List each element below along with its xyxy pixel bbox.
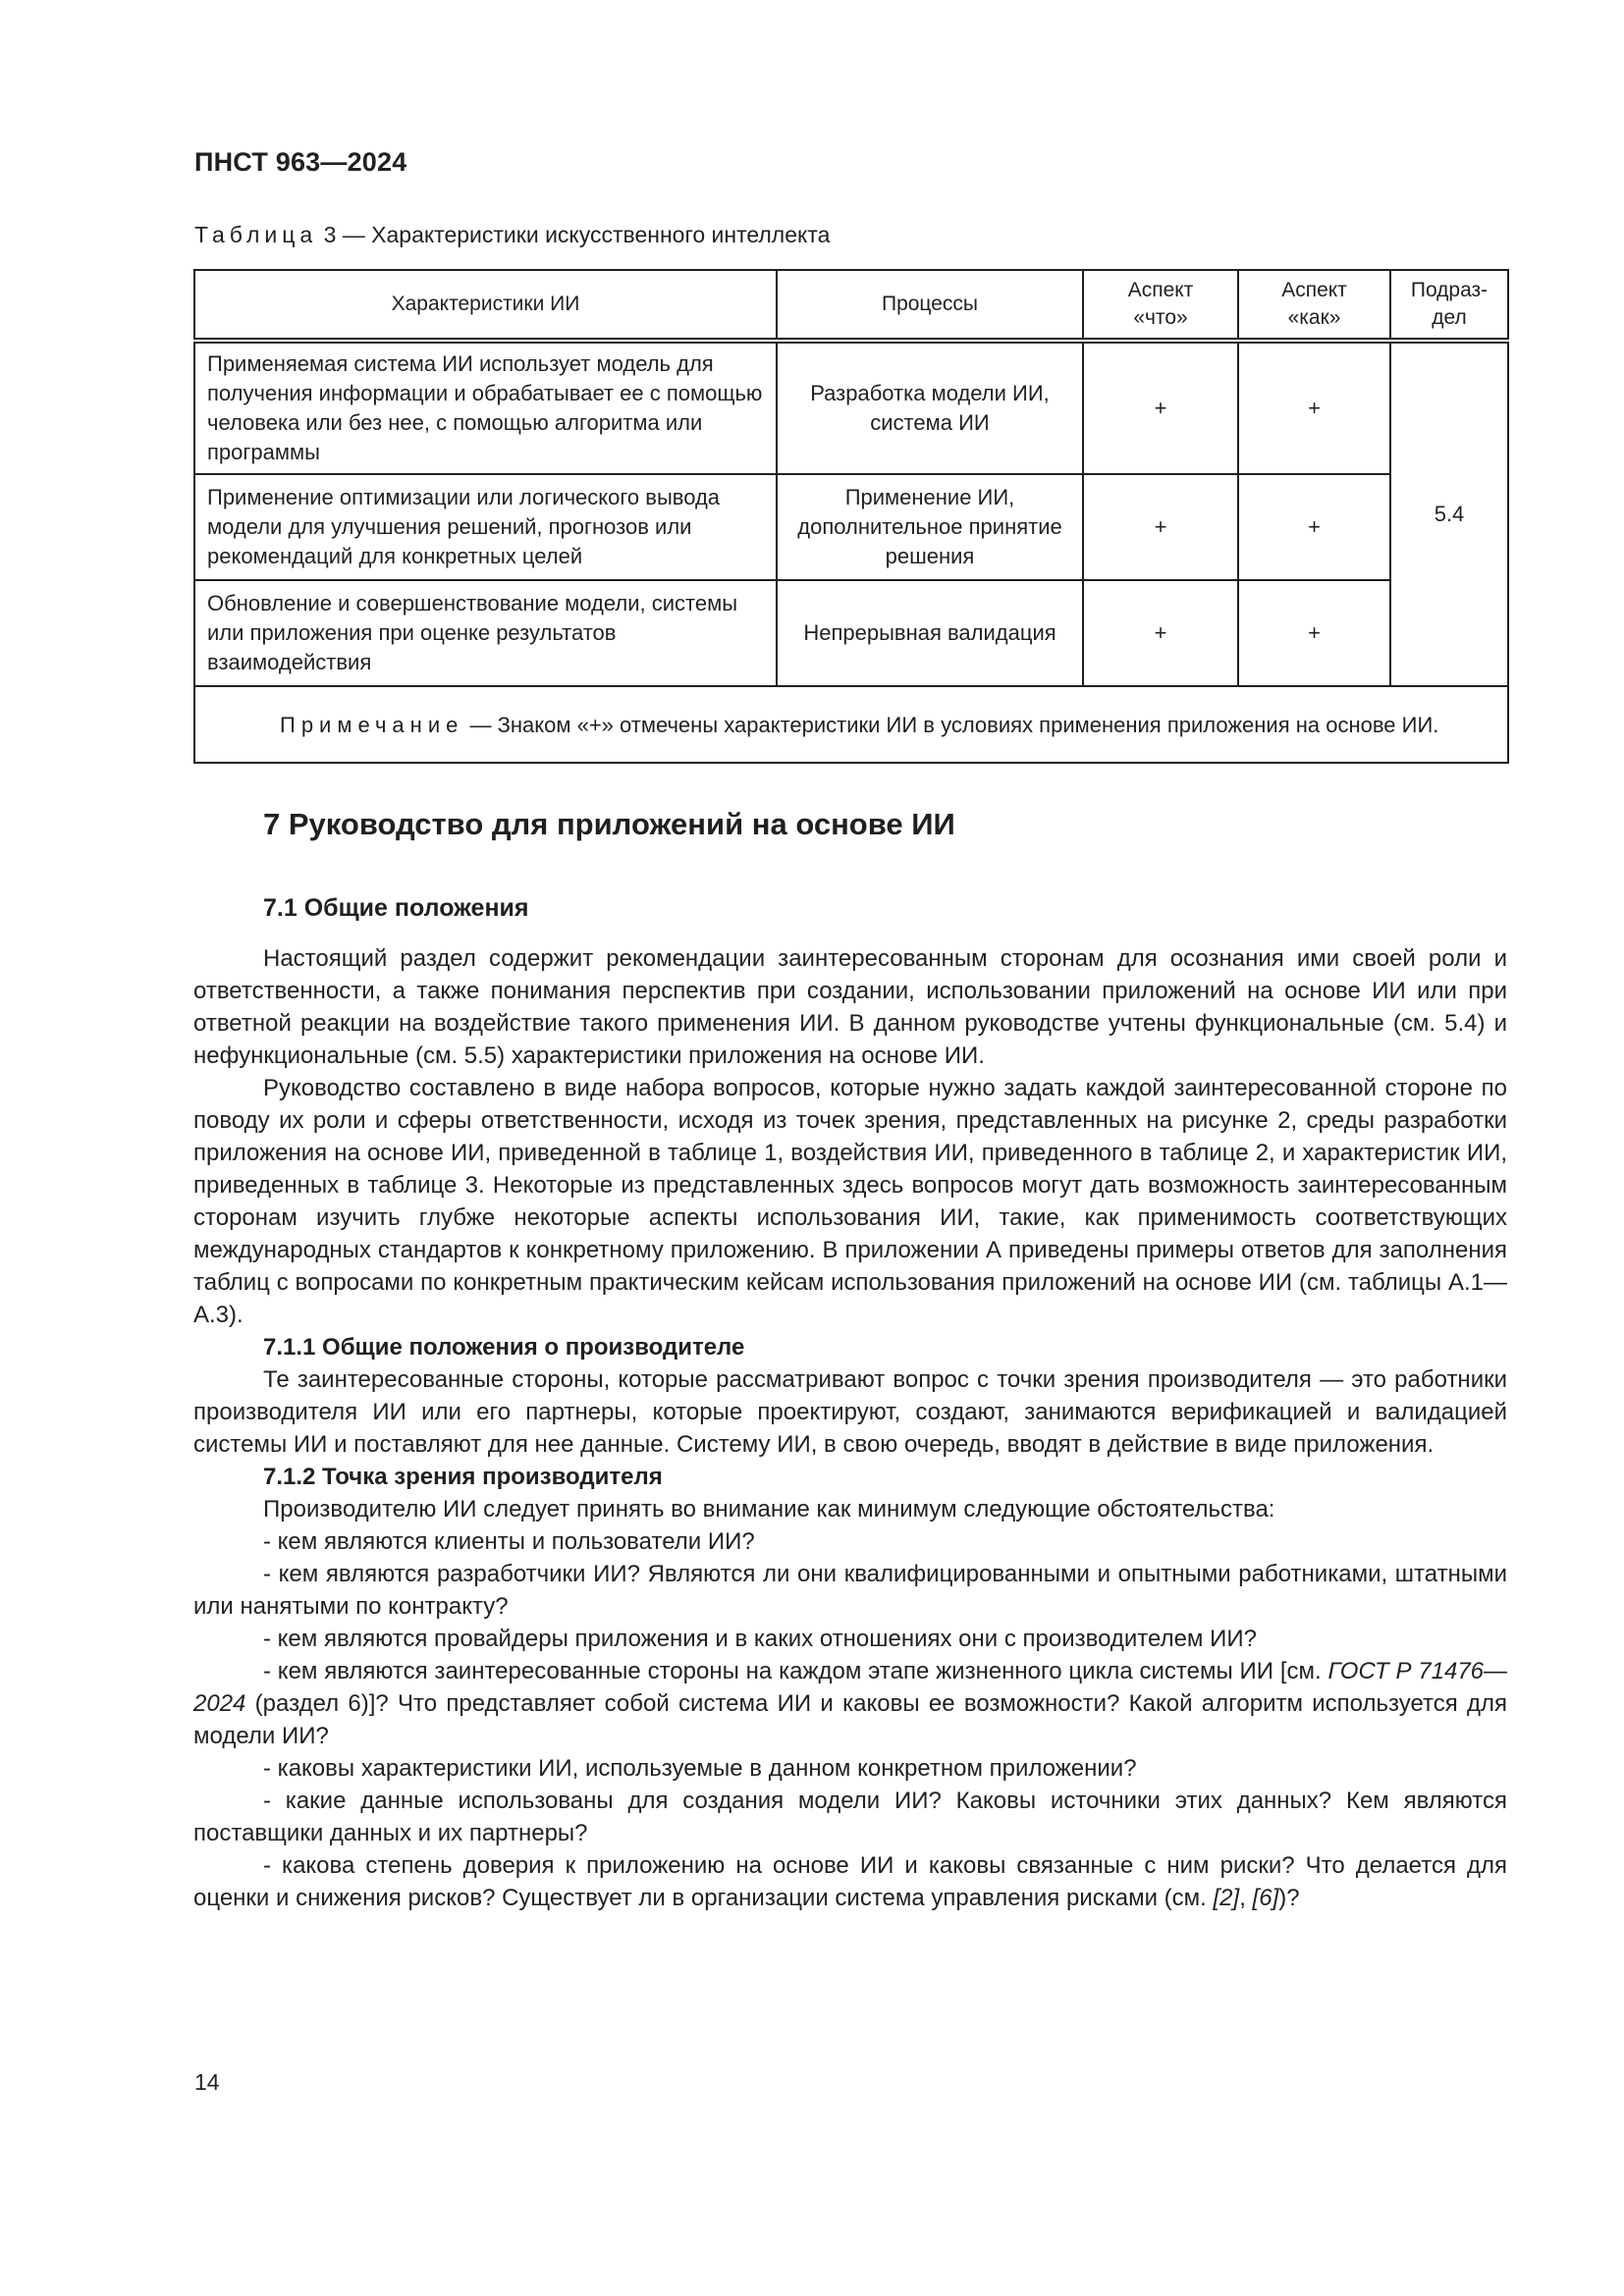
note-text: — Знаком «+» отмечены характеристики ИИ в условиях применения приложения на основе ИИ. bbox=[463, 712, 1439, 737]
list-item: - каковы характеристики ИИ, используемые в данном конкретном приложении? bbox=[263, 1755, 1137, 1782]
list-item: - какова степень доверия к приложению на основе ИИ и каковы связанные с ним риски? Что делается для оценки и снижения рисков? Существует ли в организации система управления рисками (см. [2], [6])? bbox=[193, 1852, 1507, 1911]
list-item: - кем являются заинтересованные стороны на каждом этапе жизненного цикла системы ИИ [см. ГОСТ Р 71476—2024 (раздел 6)]? Что представляет собой система ИИ и каковы ее возможности? Какой алгоритм используется для модели ИИ? bbox=[193, 1658, 1508, 1749]
bibliography-reference: [2] bbox=[1213, 1885, 1240, 1911]
cell-aspect-how: + bbox=[1238, 580, 1390, 686]
table-caption bbox=[194, 222, 830, 248]
cell-aspect-how: + bbox=[1238, 474, 1390, 580]
section-7-1-1-heading: 7.1.1 Общие положения о производителе bbox=[263, 1334, 745, 1361]
list-item: - какие данные использованы для создания модели ИИ? Каковы источники этих данных? Кем являются поставщики данных и их партнеры? bbox=[193, 1788, 1507, 1846]
bibliography-reference: [6] bbox=[1252, 1885, 1279, 1911]
column-header-aspect-what: Аспект «что» bbox=[1083, 270, 1238, 341]
cell-characteristic: Применение оптимизации или логического вывода модели для улучшения решений, прогнозов или рекомендаций для конкретных целей bbox=[194, 474, 777, 580]
column-header-subsection: Подраз- дел bbox=[1390, 270, 1508, 341]
document-code: ПНСТ 963—2024 bbox=[194, 147, 407, 177]
column-header-processes: Процессы bbox=[777, 270, 1083, 341]
page-number: 14 bbox=[194, 2069, 220, 2095]
table-header-row bbox=[194, 270, 1508, 341]
section-body bbox=[193, 942, 1507, 1914]
cell-aspect-what: + bbox=[1083, 341, 1238, 474]
list-item: - кем являются провайдеры приложения и в каких отношениях они с производителем ИИ? bbox=[263, 1626, 1257, 1652]
cell-characteristic: Обновление и совершенствование модели, системы или приложения при оценке результатов взаимодействия bbox=[194, 580, 777, 686]
table-row bbox=[194, 474, 1508, 580]
cell-aspect-what: + bbox=[1083, 474, 1238, 580]
cell-aspect-how: + bbox=[1238, 341, 1390, 474]
paragraph: Те заинтересованные стороны, которые рассматривают вопрос с точки зрения производителя — это работники производителя ИИ или его партнеры, которые проектируют, создают, занимаются верификацией и валидацией системы ИИ и поставляют для нее данные. Систему ИИ, в свою очередь, вводят в действие в виде приложения. bbox=[193, 1366, 1507, 1458]
section-7-heading: 7 Руководство для приложений на основе ИИ bbox=[263, 807, 955, 841]
list-item: - кем являются клиенты и пользователи ИИ? bbox=[263, 1528, 755, 1555]
list-item: - кем являются разработчики ИИ? Являются ли они квалифицированными и опытными работниками, штатными или нанятыми по контракту? bbox=[193, 1561, 1507, 1620]
standard-reference: ГОСТ Р 71476—2024 bbox=[193, 1658, 1508, 1717]
cell-aspect-what: + bbox=[1083, 580, 1238, 686]
cell-process: Разработка модели ИИ, система ИИ bbox=[777, 341, 1083, 474]
column-header-aspect-how: Аспект «как» bbox=[1238, 270, 1390, 341]
paragraph: Производителю ИИ следует принять во внимание как минимум следующие обстоятельства: bbox=[263, 1496, 1275, 1522]
cell-process: Непрерывная валидация bbox=[777, 580, 1083, 686]
table-note bbox=[194, 686, 1508, 763]
column-header-characteristics: Характеристики ИИ bbox=[194, 270, 777, 341]
table-caption-text: 3 — Характеристики искусственного интеллекта bbox=[317, 222, 831, 247]
cell-characteristic: Применяемая система ИИ использует модель для получения информации и обрабатывает ее с помощью человека или без нее, с помощью алгоритма или программы bbox=[194, 341, 777, 474]
cell-subsection: 5.4 bbox=[1390, 341, 1508, 686]
table-row bbox=[194, 341, 1508, 474]
characteristics-table bbox=[193, 269, 1509, 764]
cell-process: Применение ИИ, дополнительное принятие решения bbox=[777, 474, 1083, 580]
table-caption-label: Таблица bbox=[194, 222, 318, 247]
table-row bbox=[194, 580, 1508, 686]
paragraph: Руководство составлено в виде набора вопросов, которые нужно задать каждой заинтересованной стороне по поводу их роли и сферы ответственности, исходя из точек зрения, представленных на рисунке 2, среды разработки приложения на основе ИИ, приведенной в таблице 1, воздействия ИИ, приведенного в таблице 2, и характеристик ИИ, приведенных в таблице 3. Некоторые из представленных здесь вопросов могут дать возможность заинтересованным сторонам изучить глубже некоторые аспекты использования ИИ, такие, как применимость соответствующих международных стандартов к конкретному приложению. В приложении А приведены примеры ответов для заполнения таблиц с вопросами по конкретным практическим кейсам использования приложений на основе ИИ (см. таблицы А.1—А.3). bbox=[193, 1075, 1507, 1328]
paragraph: Настоящий раздел содержит рекомендации заинтересованным сторонам для осознания ими своей роли и ответственности, а также понимания перспектив при создании, использовании приложений на основе ИИ или при ответной реакции на воздействие такого применения ИИ. В данном руководстве учтены функциональные (см. 5.4) и нефункциональные (см. 5.5) характеристики приложения на основе ИИ. bbox=[193, 945, 1507, 1069]
section-7-1-heading: 7.1 Общие положения bbox=[263, 894, 529, 922]
table-note-row bbox=[194, 686, 1508, 763]
note-label: Примечание bbox=[280, 712, 464, 737]
section-7-1-2-heading: 7.1.2 Точка зрения производителя bbox=[263, 1464, 663, 1490]
